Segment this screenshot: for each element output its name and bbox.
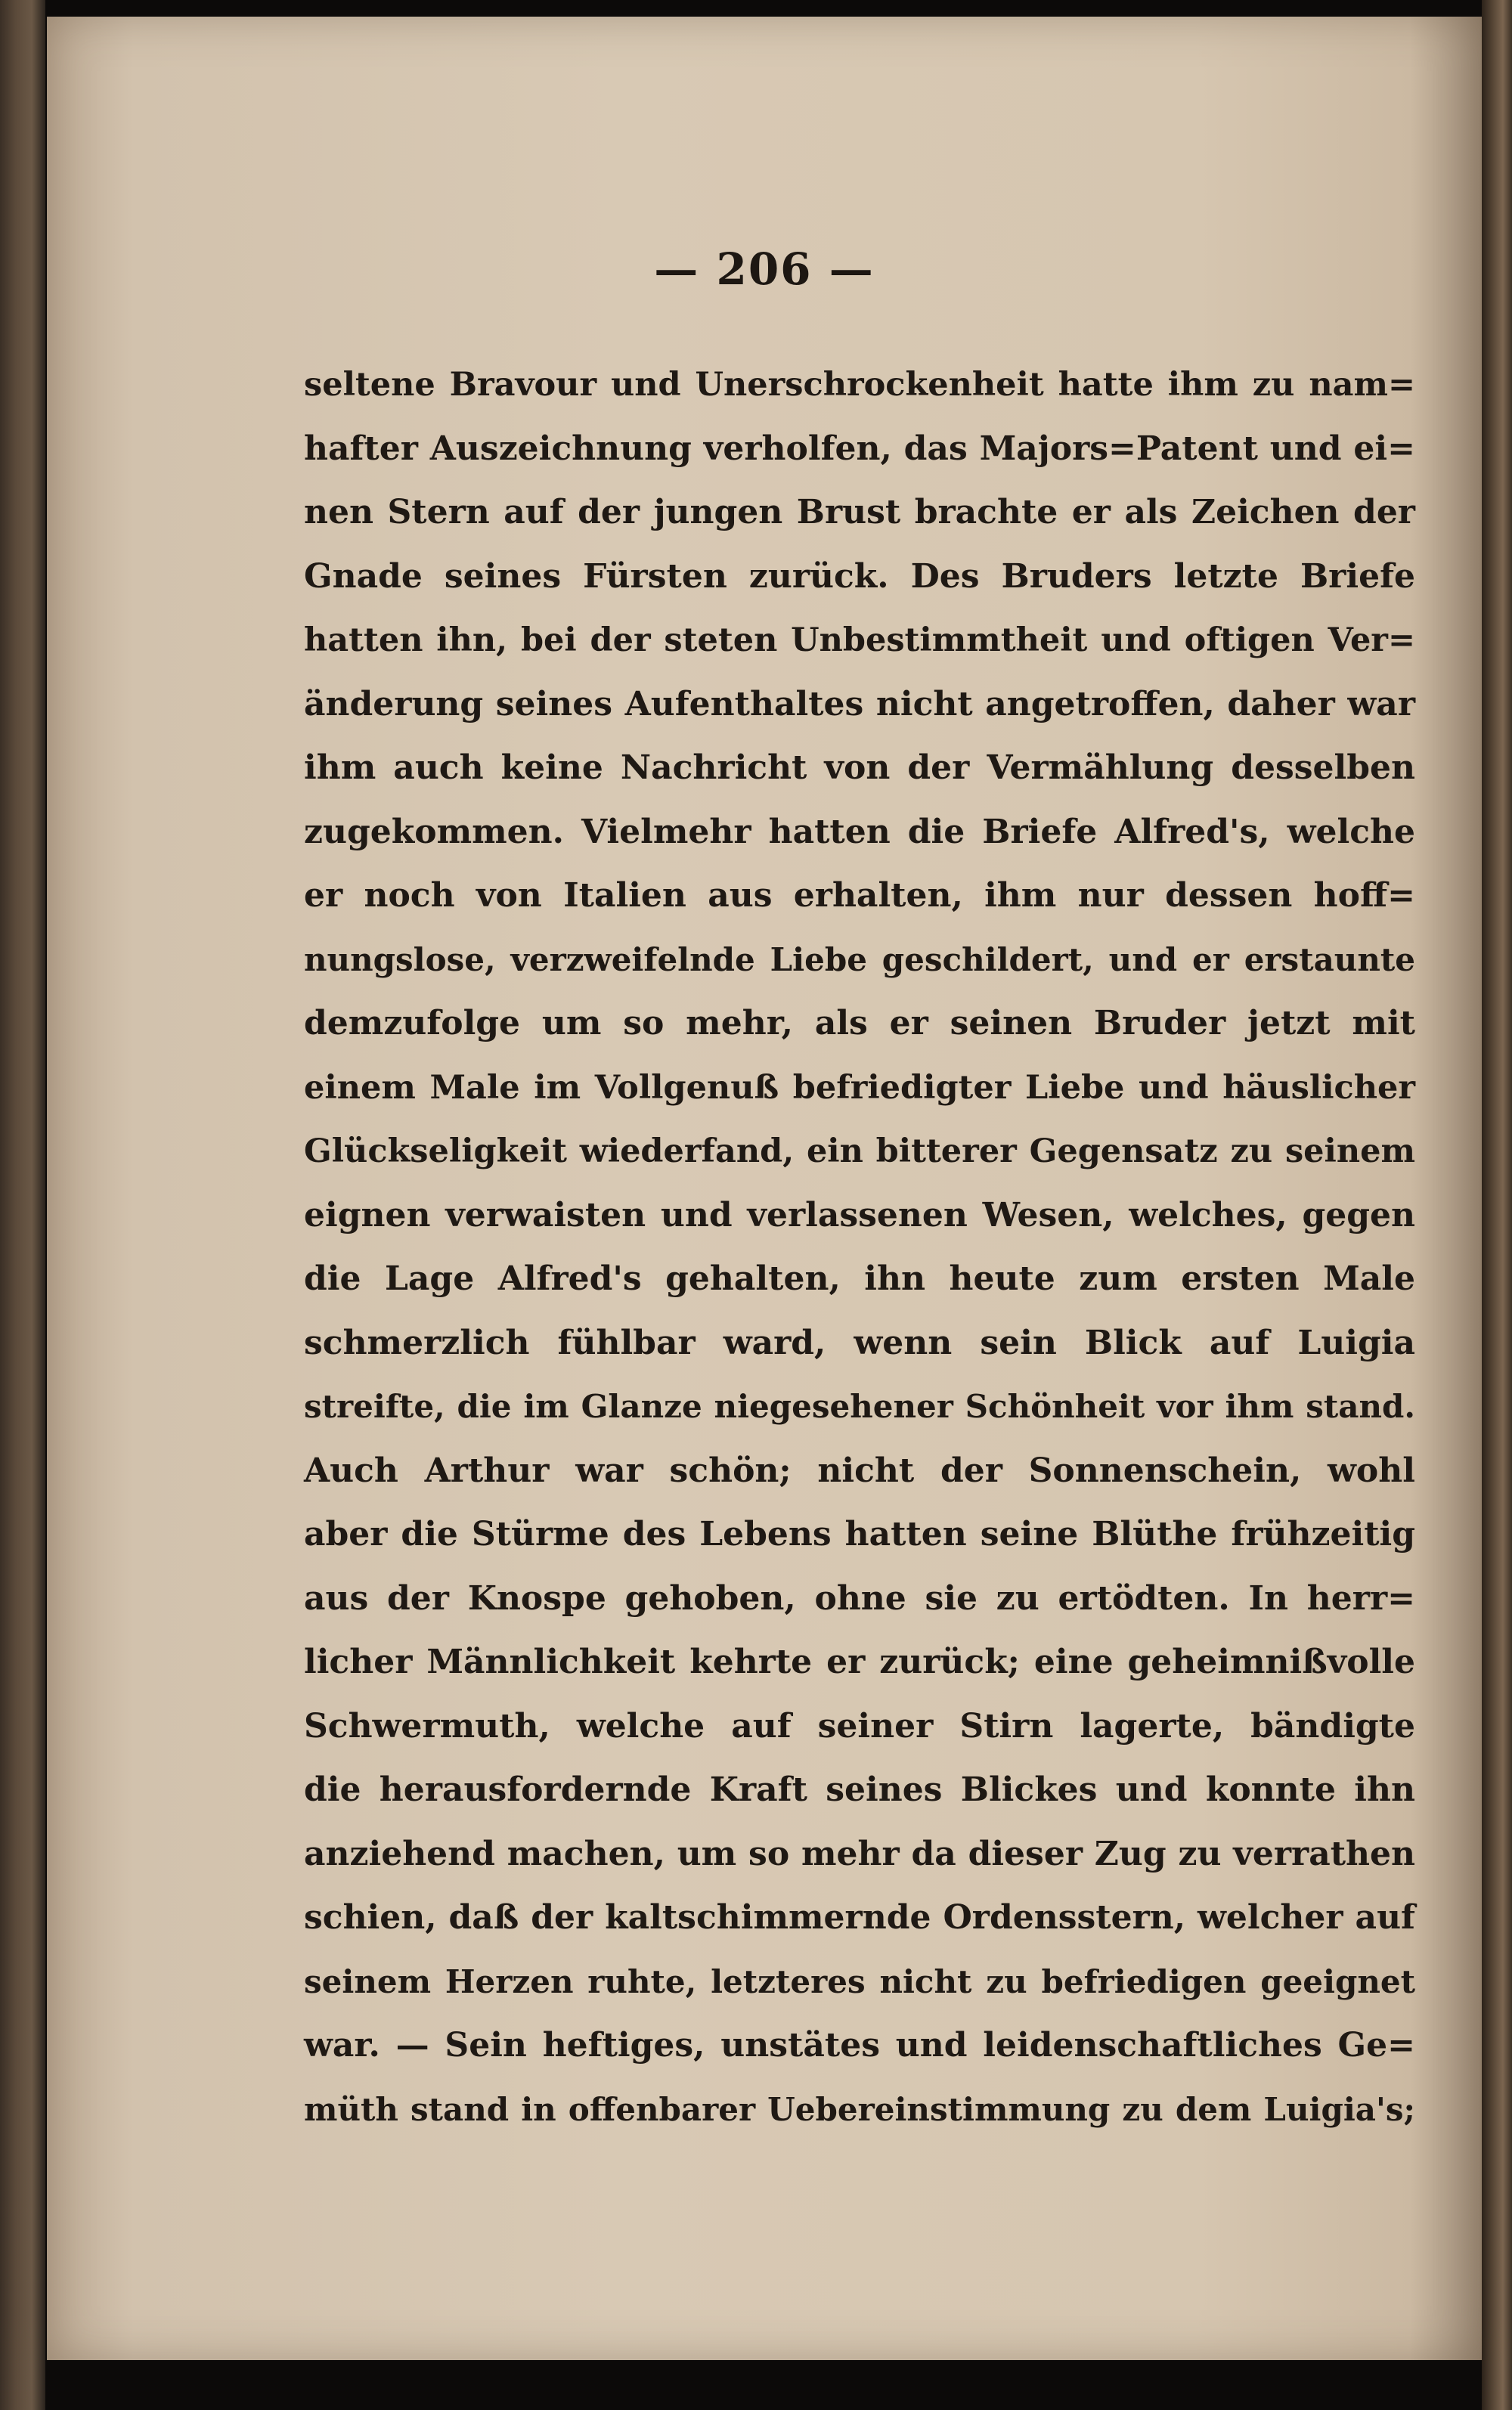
text-line: streifte, die im Glanze niegesehener Schönheit vor ihm stand. [304, 1388, 1415, 1425]
text-line: licher Männlichkeit kehrte er zurück; eine geheimnißvolle [304, 1643, 1415, 1681]
text-line: hatten ihn, bei der steten Unbestimmtheit und oftigen Ver= [304, 621, 1415, 659]
text-line: die Lage Alfred's gehalten, ihn heute zum ersten Male [304, 1259, 1415, 1298]
text-line: einem Male im Vollgenuß befriedigter Liebe und häuslicher [304, 1068, 1415, 1107]
right-page-edge [1482, 0, 1512, 2410]
text-line: aber die Stürme des Lebens hatten seine Blüthe frühzeitig [304, 1515, 1415, 1553]
text-line: Auch Arthur war schön; nicht der Sonnenschein, wohl [304, 1451, 1415, 1490]
facing-page-edge [0, 0, 45, 2410]
text-line: zugekommen. Vielmehr hatten die Briefe Alfred's, welche [304, 812, 1415, 851]
text-line: seltene Bravour und Unerschrockenheit hatte ihm zu nam= [304, 366, 1415, 404]
text-line: Schwermuth, welche auf seiner Stirn lagerte, bändigte [304, 1706, 1415, 1746]
text-line: anziehend machen, um so mehr da dieser Zug zu verrathen [304, 1834, 1415, 1873]
text-line: hafter Auszeichnung verholfen, das Majors=Patent und ei= [304, 429, 1415, 468]
text-line: ihm auch keine Nachricht von der Vermählung desselben [304, 748, 1415, 787]
text-line: aus der Knospe gehoben, ohne sie zu ertödten. In herr= [304, 1578, 1415, 1618]
text-line: müth stand in offenbarer Uebereinstimmung zu dem Luigia's; [304, 2090, 1415, 2128]
text-line: seinem Herzen ruhte, letzteres nicht zu befriedigen geeignet [304, 1962, 1415, 2000]
book-page [47, 17, 1482, 2360]
text-line: er noch von Italien aus erhalten, ihm nur dessen hoff= [304, 876, 1415, 915]
text-line: eignen verwaisten und verlassenen Wesen, welches, gegen [304, 1195, 1415, 1234]
text-line: war. — Sein heftiges, unstätes und leidenschaftliches Ge= [304, 2026, 1415, 2065]
body-text [304, 353, 1415, 2142]
page-number: — 206 — [654, 243, 875, 295]
text-line: schien, daß der kaltschimmernde Ordensstern, welcher auf [304, 1898, 1415, 1937]
text-line: Gnade seines Fürsten zurück. Des Bruders letzte Briefe [304, 556, 1415, 596]
text-line: Glückseligkeit wiederfand, ein bitterer Gegensatz zu seinem [304, 1132, 1415, 1170]
text-line: änderung seines Aufenthaltes nicht angetroffen, daher war [304, 684, 1415, 723]
text-line: nen Stern auf der jungen Brust brachte er als Zeichen der [304, 493, 1415, 531]
text-line: nungslose, verzweifelnde Liebe geschildert, und er erstaunte [304, 940, 1415, 978]
text-line: die herausfordernde Kraft seines Blickes und konnte ihn [304, 1770, 1415, 1809]
text-line: demzufolge um so mehr, als er seinen Bruder jetzt mit [304, 1004, 1415, 1042]
text-line: schmerzlich fühlbar ward, wenn sein Blick auf Luigia [304, 1323, 1415, 1362]
